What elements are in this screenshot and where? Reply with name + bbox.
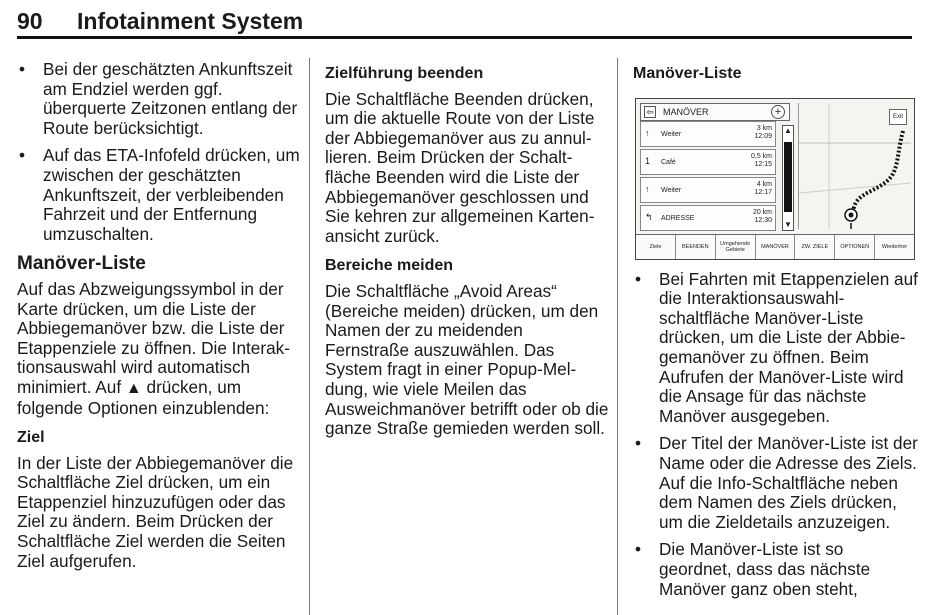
column-right — [633, 60, 918, 607]
subsection-heading: Manöver-Liste — [633, 65, 742, 82]
back-icon: ⇦ — [644, 106, 656, 118]
screenshot-tab: OPTIONEN — [835, 235, 875, 259]
paragraph: Die Schaltfläche „Avoid Areas“ (Bereiche meiden) drücken, um den Namen der zu meidenden Fernstraße auszuwählen. Das System fragt in einer Popup-Mel-dung, wie viele Meilen das Ausweichmanöver betrifft oder ob die ganze Straße gemieden werden soll. — [325, 280, 609, 439]
maneuver-distance: 4 km 12:17 — [754, 180, 772, 196]
maneuver-distance: 3 km 12:09 — [754, 124, 772, 140]
subsection-heading: Ziel — [17, 429, 45, 447]
screenshot-tab: Wiederher — [875, 235, 914, 259]
maneuver-distance: 0,5 km 12:15 — [750, 152, 772, 168]
maneuver-distance: 20 km 12:30 — [752, 208, 772, 224]
turn-icon: ↑ — [645, 127, 650, 138]
paragraph — [17, 280, 302, 418]
scroll-up-icon: ▲ — [784, 125, 792, 135]
map-view — [798, 103, 911, 229]
list-item — [640, 149, 776, 175]
up-arrow-icon: ▲ — [125, 379, 142, 397]
maneuver-name: ADRESSE — [661, 214, 695, 222]
subsection-heading: Bereiche meiden — [325, 257, 454, 275]
section-heading: Manöver-Liste — [17, 253, 146, 275]
bullet-item: • Bei der geschätzten Ankunftszeit am Endziel werden ggf. überquerte Zeitzonen entlang der Route berücksichtigt. — [17, 60, 302, 138]
column-divider — [617, 58, 618, 615]
page-number: 90 — [17, 8, 43, 34]
turn-icon: ↰ — [645, 211, 653, 222]
list-item — [640, 121, 776, 147]
scroll-down-icon: ▼ — [784, 219, 792, 229]
screenshot-tab: BEENDEN — [676, 235, 716, 259]
list-item — [640, 205, 776, 231]
maneuver-list-screenshot — [635, 98, 915, 260]
column-left — [17, 60, 302, 571]
maneuver-name: Weiter — [661, 130, 682, 138]
screenshot-tab: Ziele — [636, 235, 676, 259]
screenshot-tab: MANÖVER — [756, 235, 796, 259]
bullet-item: • Der Titel der Manöver-Liste ist der Name oder die Adresse des Ziels. Auf die Info-Schaltfläche neben dem Namen des Ziels drücken, um die Zieldetails anzuzeigen. — [633, 434, 918, 532]
screenshot-tab-bar — [636, 234, 914, 259]
page-header — [17, 6, 912, 39]
bullet-item: • Bei Fahrten mit Etappenzielen auf die Interaktionsauswahl-schaltfläche Manöver-Liste drücken, um die Liste der Abbie-gemanöver zu öffnen. Beim Aufrufen der Manöver-Liste wird die Ansage für das nächste Manöver ausgegeben. — [633, 270, 918, 427]
screenshot-title-bar — [640, 103, 790, 121]
screenshot-tab: Umgehende Gebiete — [716, 235, 756, 259]
screenshot-title: MANÖVER — [663, 106, 709, 117]
paragraph-text: Auf das Abzweigungssymbol in der Karte drücken, um die Liste der Abbiegemanöver bzw. die Liste der Etappenziele zu öffnen. Die Interak-tionsauswahl wird automatisch minimiert. Auf — [17, 278, 290, 397]
chapter-title: Infotainment System — [77, 8, 304, 34]
paragraph: Die Schaltfläche Beenden drücken, um die aktuelle Route von der Liste der Abbiegemanöver aus zu annul-lieren. Beim Drücken der Schalt-fläche Beenden wird die Liste der Abbiegemanöver geschlossen und Sie kehren zur allgemeinen Karten-ansicht zurück. — [325, 88, 595, 246]
list-item — [640, 177, 776, 203]
scroll-thumb — [784, 142, 792, 212]
maneuver-list — [640, 121, 776, 233]
exit-button-label: Exit — [889, 109, 907, 125]
bullet-item: • Die Manöver-Liste ist so geordnet, dass das nächste Manöver ganz oben steht, — [633, 540, 918, 599]
paragraph: In der Liste der Abbiegemanöver die Schaltfläche Ziel drücken, um ein Etappenziel hinzuzufügen oder das Ziel zu ändern. Beim Drücken der Schaltfläche Ziel werden die Seiten Ziel aufgerufen. — [17, 452, 294, 571]
column-middle — [325, 60, 610, 439]
maneuver-name: Café — [661, 158, 676, 166]
subsection-heading: Zielführung beenden — [325, 65, 484, 82]
turn-icon: ↑ — [645, 183, 650, 194]
screenshot-tab: ZW. ZIELE — [795, 235, 835, 259]
bullet-item: • Auf das ETA-Infofeld drücken, um zwischen der geschätzten Ankunftszeit, der verbleibenden Fahrzeit und der Entfernung umzuschalten. — [17, 146, 302, 244]
maneuver-name: Weiter — [661, 186, 682, 194]
add-icon: + — [771, 105, 785, 119]
paragraph-text: drücken, um folgende Optionen einzublenden: — [17, 376, 270, 418]
scrollbar — [782, 125, 794, 231]
column-divider — [309, 58, 310, 615]
waypoint-icon: 1 — [645, 155, 651, 166]
